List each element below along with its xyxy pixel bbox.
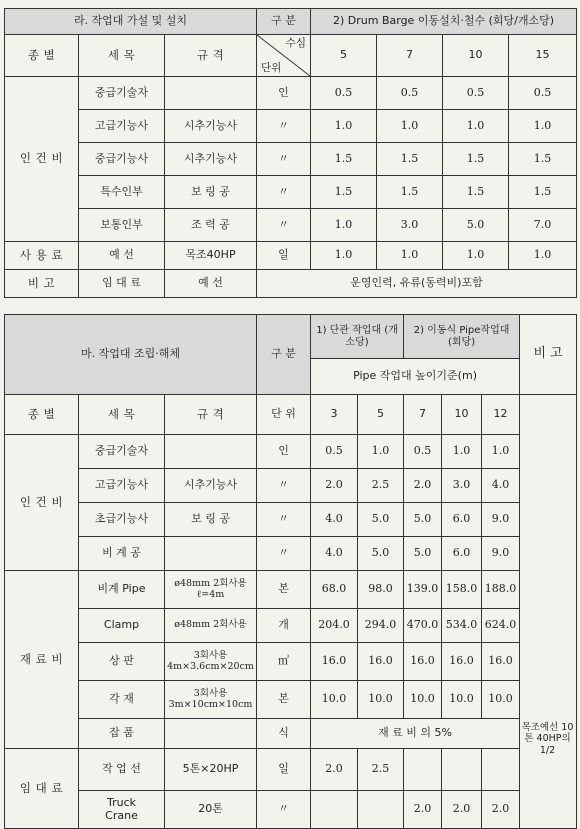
- value-cell: 139.0: [404, 571, 442, 609]
- value-cell: 1.0: [443, 242, 509, 270]
- col-jongbyeol: 종 별: [5, 35, 79, 77]
- col-danwi: 단 위: [257, 395, 311, 435]
- table1-gubun: 구 분: [257, 9, 311, 35]
- item-unit: 〃: [257, 209, 311, 242]
- value-cell: 4.0: [482, 469, 520, 503]
- value-cell: 1.0: [377, 242, 443, 270]
- value-cell: 1.0: [443, 110, 509, 143]
- value-cell: 10.0: [358, 681, 404, 719]
- item-spec: [165, 435, 257, 469]
- spec-line: ø48mm 2회사용: [174, 577, 247, 589]
- value-cell: 1.0: [311, 242, 377, 270]
- unit-depth-diagonal-header: [257, 35, 311, 77]
- item-unit: 일: [257, 242, 311, 270]
- value-cell: 1.5: [509, 143, 577, 176]
- item-unit: 〃: [257, 143, 311, 176]
- value-cell: 2.0: [442, 791, 482, 829]
- value-cell: 3.0: [442, 469, 482, 503]
- value-cell: 0.5: [311, 77, 377, 110]
- depth-header: 5: [311, 35, 377, 77]
- value-cell: 534.0: [442, 609, 482, 643]
- col-gyugyeok: 규 격: [165, 395, 257, 435]
- value-cell: 1.5: [509, 176, 577, 209]
- value-cell: 1.5: [311, 176, 377, 209]
- value-cell: 5.0: [358, 503, 404, 537]
- value-cell: 10.0: [482, 681, 520, 719]
- note-item: 임 대 료: [79, 270, 165, 298]
- value-cell: 1.0: [311, 209, 377, 242]
- bigo-header: 비 고: [520, 315, 577, 395]
- value-cell: 3.0: [377, 209, 443, 242]
- item-spec: [165, 681, 257, 719]
- value-cell: 158.0: [442, 571, 482, 609]
- value-cell: 1.5: [311, 143, 377, 176]
- value-cell: 470.0: [404, 609, 442, 643]
- item-unit: 〃: [257, 791, 311, 829]
- value-cell: 16.0: [404, 643, 442, 681]
- depth-label: 수심: [285, 37, 306, 49]
- item-unit: 인: [257, 435, 311, 469]
- item-spec: 20톤: [165, 791, 257, 829]
- item-spec: 5톤×20HP: [165, 749, 257, 791]
- height-header: 7: [404, 395, 442, 435]
- drum-barge-table: [4, 8, 577, 298]
- item-name: 상 판: [79, 643, 165, 681]
- value-cell: 0.5: [509, 77, 577, 110]
- value-cell: 1.0: [442, 435, 482, 469]
- value-cell: 2.0: [404, 469, 442, 503]
- item-unit: 〃: [257, 503, 311, 537]
- merged-note: 재 료 비 의 5%: [311, 719, 520, 749]
- spec-line: ℓ=4m: [196, 588, 225, 600]
- value-cell: [442, 749, 482, 791]
- item-unit: ㎥: [257, 643, 311, 681]
- item-name: Clamp: [79, 609, 165, 643]
- item-spec: 시추기능사: [165, 110, 257, 143]
- value-cell: 0.5: [311, 435, 358, 469]
- height-header: 12: [482, 395, 520, 435]
- item-name: 특수인부: [79, 176, 165, 209]
- item-name: 고급기능사: [79, 110, 165, 143]
- value-cell: [482, 749, 520, 791]
- table1-subtitle: 2) Drum Barge 이동설치·철수 (회당/개소당): [311, 9, 577, 35]
- value-cell: 4.0: [311, 537, 358, 571]
- height-header: 5: [358, 395, 404, 435]
- item-name: 중급기술자: [79, 435, 165, 469]
- item-name: 각 재: [79, 681, 165, 719]
- item-unit: 인: [257, 77, 311, 110]
- item-name: 보통인부: [79, 209, 165, 242]
- value-cell: 6.0: [442, 503, 482, 537]
- item-unit: 〃: [257, 537, 311, 571]
- value-cell: 1.0: [358, 435, 404, 469]
- item-unit: 〃: [257, 176, 311, 209]
- value-cell: 10.0: [442, 681, 482, 719]
- value-cell: 624.0: [482, 609, 520, 643]
- item-name: 잡 품: [79, 719, 165, 749]
- item-name: 작 업 선: [79, 749, 165, 791]
- category-labor: 인 건 비: [5, 435, 79, 571]
- value-cell: 2.5: [358, 749, 404, 791]
- assembly-table: [4, 314, 577, 829]
- value-cell: 0.5: [404, 435, 442, 469]
- value-cell: 2.0: [404, 791, 442, 829]
- item-name: 중급기능사: [79, 143, 165, 176]
- value-cell: 6.0: [442, 537, 482, 571]
- value-cell: 5.0: [443, 209, 509, 242]
- item-spec: ø48mm 2회사용: [165, 609, 257, 643]
- spec-line: 4m×3.6cm×20cm: [167, 660, 254, 672]
- item-name: [79, 791, 165, 829]
- value-cell: 1.5: [443, 143, 509, 176]
- item-spec: 조 력 공: [165, 209, 257, 242]
- value-cell: 16.0: [482, 643, 520, 681]
- category-material: 재 료 비: [5, 571, 79, 749]
- category-labor: 인 건 비: [5, 77, 79, 242]
- item-spec: [165, 643, 257, 681]
- category-note: 비 고: [5, 270, 79, 298]
- item-unit: 본: [257, 681, 311, 719]
- value-cell: 0.5: [377, 77, 443, 110]
- item-spec: 시추기능사: [165, 469, 257, 503]
- item-spec: [165, 537, 257, 571]
- value-cell: 1.5: [377, 143, 443, 176]
- value-cell: 10.0: [404, 681, 442, 719]
- category-rental: 임 대 료: [5, 749, 79, 829]
- bigo-column: [520, 395, 577, 829]
- value-cell: 2.5: [358, 469, 404, 503]
- unit-label: 단위: [261, 61, 282, 74]
- value-cell: 188.0: [482, 571, 520, 609]
- item-unit: 개: [257, 609, 311, 643]
- value-cell: 68.0: [311, 571, 358, 609]
- item-unit: 일: [257, 749, 311, 791]
- pipe-height-header: Pipe 작업대 높이기준(m): [311, 359, 520, 395]
- value-cell: 5.0: [358, 537, 404, 571]
- table2-sub1: 1) 단관 작업대 (개소당): [311, 315, 404, 359]
- depth-header: 7: [377, 35, 443, 77]
- spec-line: 3회사용: [193, 687, 228, 699]
- value-cell: [311, 791, 358, 829]
- table2-sub2: 2) 이동식 Pipe작업대 (회당): [404, 315, 520, 359]
- value-cell: 5.0: [404, 537, 442, 571]
- spec-line: 3m×10cm×10cm: [168, 698, 253, 710]
- value-cell: 16.0: [311, 643, 358, 681]
- item-name: 비계 Pipe: [79, 571, 165, 609]
- item-line: Truck: [106, 795, 136, 809]
- value-cell: 16.0: [442, 643, 482, 681]
- category-usage: 사 용 료: [5, 242, 79, 270]
- value-cell: 2.0: [482, 791, 520, 829]
- value-cell: 4.0: [311, 503, 358, 537]
- value-cell: 2.0: [311, 749, 358, 791]
- col-gyugyeok: 규 격: [165, 35, 257, 77]
- table1-title: 라. 작업대 가설 및 설치: [5, 9, 257, 35]
- value-cell: 204.0: [311, 609, 358, 643]
- item-spec: 보 링 공: [165, 503, 257, 537]
- item-unit: 본: [257, 571, 311, 609]
- item-spec: 보 링 공: [165, 176, 257, 209]
- item-name: 고급기능사: [79, 469, 165, 503]
- value-cell: 0.5: [443, 77, 509, 110]
- item-name: 예 선: [79, 242, 165, 270]
- item-spec: 목조40HP: [165, 242, 257, 270]
- col-jongbyeol: 종 별: [5, 395, 79, 435]
- spec-line: 3회사용: [193, 649, 228, 661]
- value-cell: [404, 749, 442, 791]
- item-spec: [165, 571, 257, 609]
- item-name: 초급기능사: [79, 503, 165, 537]
- value-cell: [358, 791, 404, 829]
- value-cell: 294.0: [358, 609, 404, 643]
- height-header: 10: [442, 395, 482, 435]
- value-cell: 1.0: [509, 110, 577, 143]
- value-cell: 1.0: [509, 242, 577, 270]
- note-text: 운영인력, 유류(동력비)포함: [257, 270, 577, 298]
- item-unit: 식: [257, 719, 311, 749]
- value-cell: 1.5: [443, 176, 509, 209]
- item-name: 비 계 공: [79, 537, 165, 571]
- value-cell: 9.0: [482, 503, 520, 537]
- item-spec: [165, 719, 257, 749]
- value-cell: 10.0: [311, 681, 358, 719]
- depth-header: 15: [509, 35, 577, 77]
- value-cell: 7.0: [509, 209, 577, 242]
- col-semok: 세 목: [79, 35, 165, 77]
- value-cell: 2.0: [311, 469, 358, 503]
- value-cell: 1.5: [377, 176, 443, 209]
- item-line: Crane: [105, 808, 138, 822]
- value-cell: 98.0: [358, 571, 404, 609]
- value-cell: 1.0: [377, 110, 443, 143]
- rental-note: 목조예선 10톤 40HP의 1/2: [521, 722, 574, 756]
- item-unit: 〃: [257, 469, 311, 503]
- note-spec: 예 선: [165, 270, 257, 298]
- value-cell: 16.0: [358, 643, 404, 681]
- depth-header: 10: [443, 35, 509, 77]
- table2-gubun: 구 분: [257, 315, 311, 395]
- item-spec: [165, 77, 257, 110]
- table2-title: 마. 작업대 조립·해체: [5, 315, 257, 395]
- item-unit: 〃: [257, 110, 311, 143]
- value-cell: 5.0: [404, 503, 442, 537]
- col-semok: 세 목: [79, 395, 165, 435]
- value-cell: 1.0: [311, 110, 377, 143]
- value-cell: 1.0: [482, 435, 520, 469]
- height-header: 3: [311, 395, 358, 435]
- value-cell: 9.0: [482, 537, 520, 571]
- item-spec: 시추기능사: [165, 143, 257, 176]
- item-name: 중급기술자: [79, 77, 165, 110]
